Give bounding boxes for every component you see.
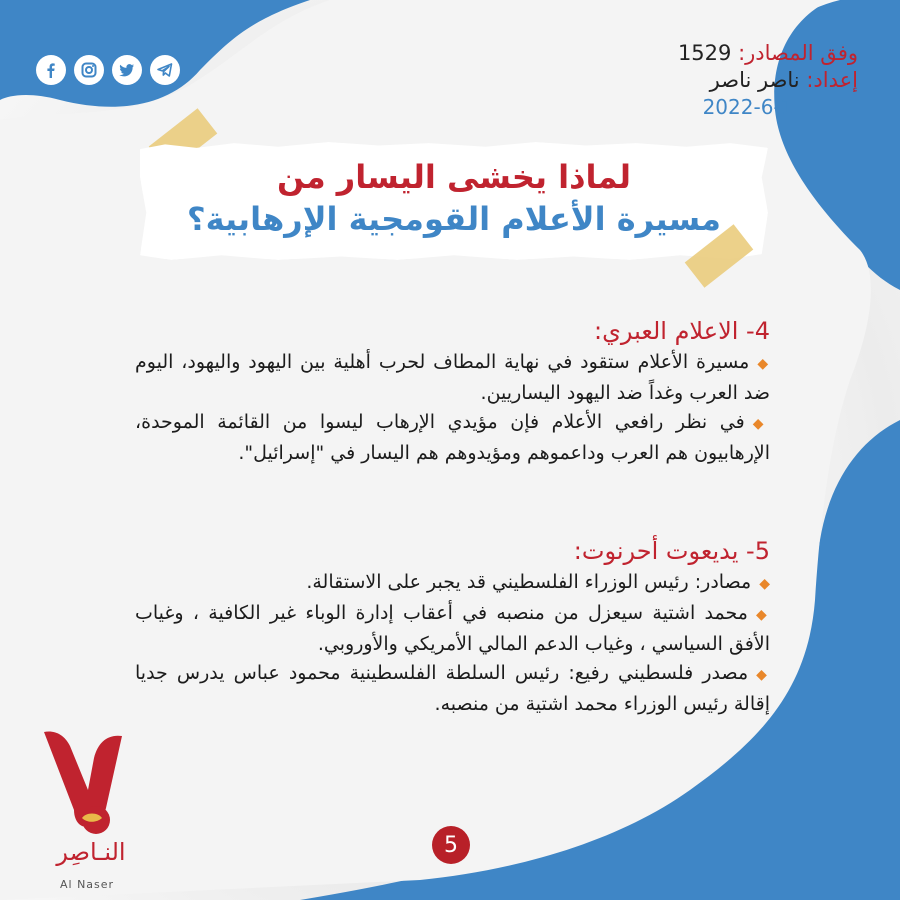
paragraph-text: في نظر رافعي الأعلام فإن مؤيدي الإرهاب ليسوا من القائمة الموحدة، الإرهابيون هم العرب وداعموهم ومؤيدوهم هم اليسار في "إسرائيل". [135,411,770,464]
instagram-icon[interactable] [74,55,104,85]
diamond-bullet-icon: ◆ [755,607,770,623]
paragraph [135,348,770,408]
paragraph [135,599,770,659]
paragraph-text: محمد اشتية سيعزل من منصبه في أعقاب إدارة الوباء غير الكافية ، وغياب الأفق السياسي ، وغياب الدعم المالي الأمريكي والأوروبي. [135,602,770,655]
facebook-icon[interactable] [36,55,66,85]
page-title-line-2: مسيرة الأعلام القومجية الإرهابية؟ [187,200,721,238]
diamond-bullet-icon: ◆ [759,576,770,592]
author-name: ناصر ناصر [709,68,800,92]
section-5 [135,534,770,719]
paragraph-text: مصدر فلسطيني رفيع: رئيس السلطة الفلسطينية محمود عباس يدرس جديا إقالة رئيس الوزراء محمد اشتية من منصبه. [135,662,770,715]
sources-count: 1529 [677,41,732,65]
paragraph-text: مسيرة الأعلام ستقود في نهاية المطاف لحرب أهلية بين اليهود واليهود، اليوم ضد العرب وغداً ضد اليهود اليساريين. [135,351,770,404]
paragraph-text: مصادر: رئيس الوزراء الفلسطيني قد يجبر على الاستقالة. [306,571,752,593]
diamond-bullet-icon: ◆ [757,356,770,372]
prepared-line [678,67,858,94]
publish-date: 2022-6-1 [702,95,794,119]
logo-latin-text: Al Naser [60,878,115,891]
diamond-bullet-icon: ◆ [756,667,770,683]
paragraph [135,659,770,719]
meta-info [678,40,858,121]
paragraph [135,568,770,599]
al-naser-logo [36,728,146,878]
telegram-icon[interactable] [150,55,180,85]
section-heading: 5- يديعوت أحرنوت: [573,537,770,565]
sources-label: وفق المصادر: [738,41,858,65]
page-number: 5 [432,826,470,864]
twitter-icon[interactable] [112,55,142,85]
diamond-bullet-icon: ◆ [752,416,770,432]
page-title-line-1: لماذا يخشى اليسار من [277,158,631,196]
prepared-label: إعداد: [806,68,858,92]
sources-line [678,40,858,67]
logo-arabic-text: النـاصِر [56,838,126,866]
section-4 [135,314,770,468]
section-heading: 4- الاعلام العبري: [594,317,770,345]
paragraph [135,408,770,468]
social-icons [36,55,180,85]
